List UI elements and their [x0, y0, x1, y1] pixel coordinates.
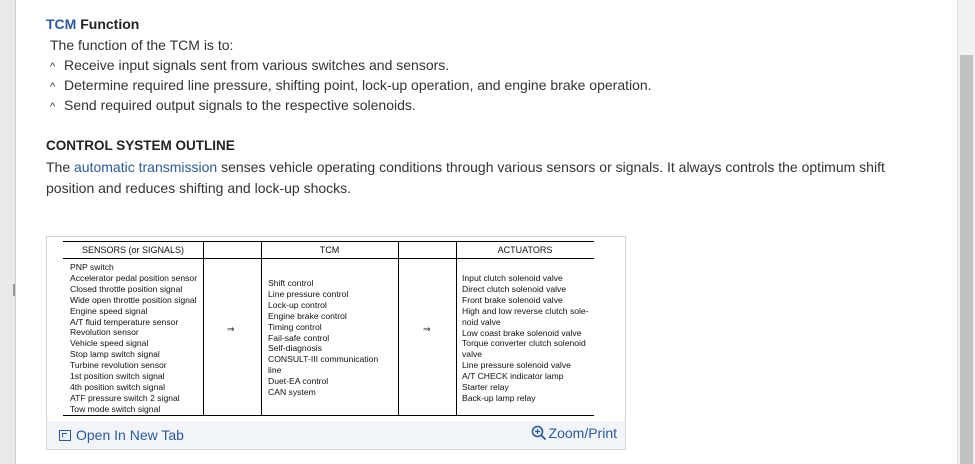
actuator-item: noid valve — [462, 316, 501, 327]
column-divider — [261, 242, 262, 415]
actuator-item: Low coast brake solenoid valve — [462, 327, 582, 338]
scrollbar-thumb[interactable] — [960, 55, 973, 464]
header-divider — [63, 258, 594, 259]
column-divider — [398, 242, 399, 415]
tcm-item: Duet-EA control — [268, 376, 329, 387]
actuators-list — [462, 273, 589, 404]
bullet-item: ^ Determine required line pressure, shifting point, lock-up operation, and engine brake operation. — [50, 77, 652, 93]
left-panel-edge — [0, 0, 16, 464]
panel-resize-handle[interactable] — [13, 284, 15, 296]
tcm-header: TCM — [319, 245, 340, 255]
sensor-item: Tow mode switch signal — [70, 403, 161, 414]
zoom-icon — [531, 425, 547, 441]
tcm-item: CONSULT-III communication — [268, 354, 379, 365]
sensor-item: 4th position switch signal — [70, 381, 166, 392]
actuator-item: Starter relay — [462, 382, 509, 393]
tcm-item: Lock-up control — [268, 299, 327, 310]
tcm-acronym-link[interactable]: TCM — [46, 16, 77, 32]
actuator-item: Back-up lamp relay — [462, 392, 536, 403]
sensor-item: Engine speed signal — [70, 305, 148, 316]
actuator-item: valve — [462, 349, 483, 360]
actuator-item: A/T CHECK indicator lamp — [462, 371, 564, 382]
tcm-list — [268, 278, 378, 398]
control-system-figure — [46, 236, 626, 450]
diagram-table — [63, 241, 594, 416]
tcm-item: CAN system — [268, 387, 316, 398]
figure-toolbar — [47, 421, 625, 449]
open-new-tab-icon — [59, 430, 71, 441]
actuator-item: Line pressure solenoid valve — [462, 360, 571, 371]
actuator-item: Torque converter clutch solenoid — [462, 338, 586, 349]
bullet-caret: ^ — [50, 101, 56, 113]
sensor-item: PNP switch — [70, 262, 114, 272]
tcm-item: Fail-safe control — [268, 332, 330, 343]
actuator-item: Direct clutch solenoid valve — [462, 283, 567, 294]
sensor-item: Stop lamp switch signal — [70, 349, 160, 360]
bullet-item: ^ Receive input signals sent from various switches and sensors. — [50, 57, 450, 73]
automatic-transmission-link[interactable]: automatic transmission — [74, 159, 218, 175]
actuators-header: ACTUATORS — [497, 245, 553, 255]
open-in-new-tab-button[interactable] — [59, 427, 184, 443]
tcm-item: Line pressure control — [268, 288, 349, 299]
section-title-tcm-function: TCM Function — [46, 16, 140, 32]
open-in-new-tab-label: Open In New Tab — [76, 427, 184, 443]
bullet-item: ^ Send required output signals to the respective solenoids. — [50, 97, 416, 113]
tcm-item: line — [268, 365, 282, 376]
sensor-item: Closed throttle position signal — [70, 283, 183, 294]
bullet-caret: ^ — [50, 61, 56, 73]
intro-text: The function of the TCM is to: — [50, 37, 234, 53]
arrow-right-icon: ⇒ — [423, 324, 431, 334]
control-system-diagram[interactable] — [63, 241, 594, 416]
zoom-print-button[interactable] — [531, 425, 617, 441]
actuator-item: Input clutch solenoid valve — [462, 273, 563, 283]
column-divider — [456, 242, 457, 415]
sensors-header: SENSORS (or SIGNALS) — [81, 245, 185, 255]
sensors-list — [70, 262, 197, 415]
sensor-item: Accelerator pedal position sensor — [70, 272, 198, 283]
section-title-control-system: CONTROL SYSTEM OUTLINE — [46, 138, 235, 153]
sensor-item: A/T fluid temperature sensor — [70, 316, 179, 327]
tcm-item: Shift control — [268, 278, 314, 288]
sensor-item: 1st position switch signal — [70, 371, 165, 382]
sensor-item: Wide open throttle position signal — [70, 294, 197, 305]
tcm-item: Engine brake control — [268, 310, 347, 321]
actuator-item: High and low reverse clutch sole- — [462, 305, 589, 316]
sensor-item: ATF pressure switch 2 signal — [70, 392, 180, 403]
tcm-item: Self-diagnosis — [268, 343, 322, 354]
control-system-description: The automatic transmission senses vehicle operating conditions through various sensors or signals. It always controls the optimum shift position and reduces shifting and lock-up shocks. — [46, 159, 885, 196]
actuator-item: Front brake solenoid valve — [462, 294, 563, 305]
arrow-right-icon: ⇒ — [227, 324, 235, 334]
tcm-item: Timing control — [268, 321, 322, 332]
bullet-caret: ^ — [50, 81, 56, 93]
sensor-item: Turbine revolution sensor — [70, 360, 167, 371]
document-content — [16, 0, 957, 464]
sensor-item: Revolution sensor — [70, 327, 139, 338]
sensor-item: Vehicle speed signal — [70, 338, 149, 349]
column-divider — [203, 242, 204, 415]
vertical-scrollbar[interactable] — [957, 0, 975, 464]
zoom-print-label: Zoom/Print — [548, 425, 617, 441]
